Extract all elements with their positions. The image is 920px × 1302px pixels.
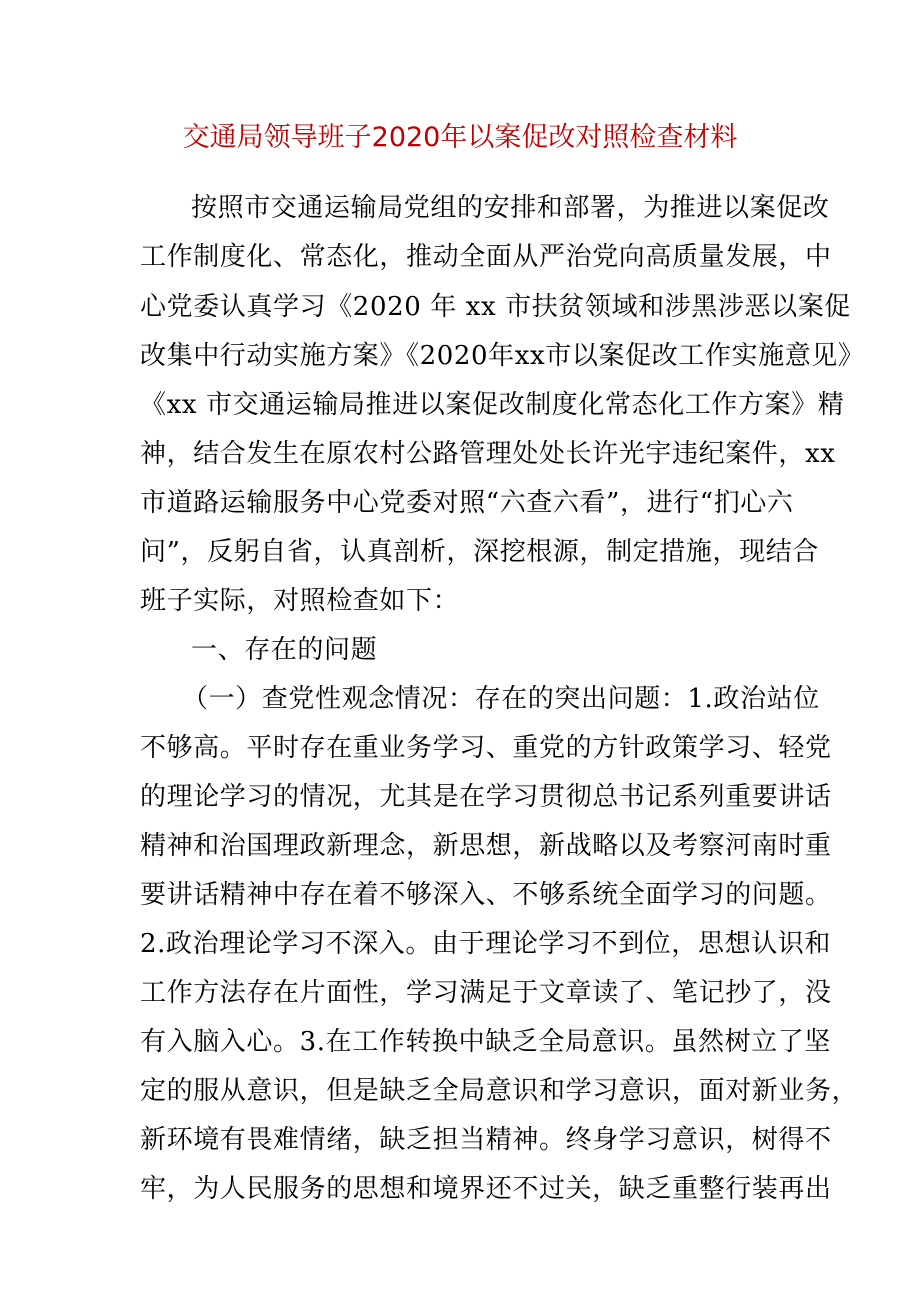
paragraph-line: 牢，为人民服务的思想和境界还不过关，缺乏重整行装再出 (140, 1174, 832, 1204)
paragraph-line: 改集中行动实施方案》《2020年xx市以案促改工作实施意见》 (140, 341, 865, 371)
paragraph-line: 精神和治国理政新理念，新思想，新战略以及考察河南时重 (140, 831, 832, 861)
paragraph-line: 2.政治理论学习不深入。由于理论学习不到位，思想认识和 (140, 929, 832, 959)
paragraph-line: 神，结合发生在原农村公路管理处处长许光宇违纪案件，xx (140, 439, 836, 469)
paragraph-line: 不够高。平时存在重业务学习、重党的方针政策学习、轻党 (140, 733, 832, 763)
paragraph-line: 心党委认真学习《2020 年 xx 市扶贫领域和涉黑涉恶以案促 (140, 292, 851, 322)
paragraph-line: 按照市交通运输局党组的安排和部署，为推进以案促改 (191, 193, 830, 223)
paragraph-line: 问”，反躬自省，认真剖析，深挖根源，制定措施，现结合 (140, 537, 819, 567)
paragraph-line: 工作方法存在片面性，学习满足于文章读了、笔记抄了，没 (140, 978, 832, 1008)
paragraph-line: 《xx 市交通运输局推进以案促改制度化常态化工作方案》精 (140, 390, 845, 420)
paragraph-line: （一）查党性观念情况：存在的突出问题：1.政治站位 (182, 684, 820, 714)
paragraph-line: 市道路运输服务中心党委对照“六查六看”，进行“扪心六 (140, 488, 794, 518)
paragraph-line: 要讲话精神中存在着不够深入、不够系统全面学习的问题。 (140, 880, 832, 910)
paragraph-line: 有入脑入心。3.在工作转换中缺乏全局意识。虽然树立了坚 (140, 1027, 832, 1057)
paragraph-line: 新环境有畏难情绪，缺乏担当精神。终身学习意识，树得不 (140, 1125, 832, 1155)
paragraph-line: 的理论学习的情况，尤其是在学习贯彻总书记系列重要讲话 (140, 782, 832, 812)
section-heading: 一、存在的问题 (191, 635, 378, 665)
paragraph-line: 定的服从意识，但是缺乏全局意识和学习意识，面对新业务， (140, 1076, 859, 1106)
document-title: 交通局领导班子2020年以案促改对照检查材料 (182, 122, 738, 153)
paragraph-line: 工作制度化、常态化，推动全面从严治党向高质量发展，中 (140, 242, 832, 272)
paragraph-line: 班子实际，对照检查如下： (140, 586, 460, 616)
